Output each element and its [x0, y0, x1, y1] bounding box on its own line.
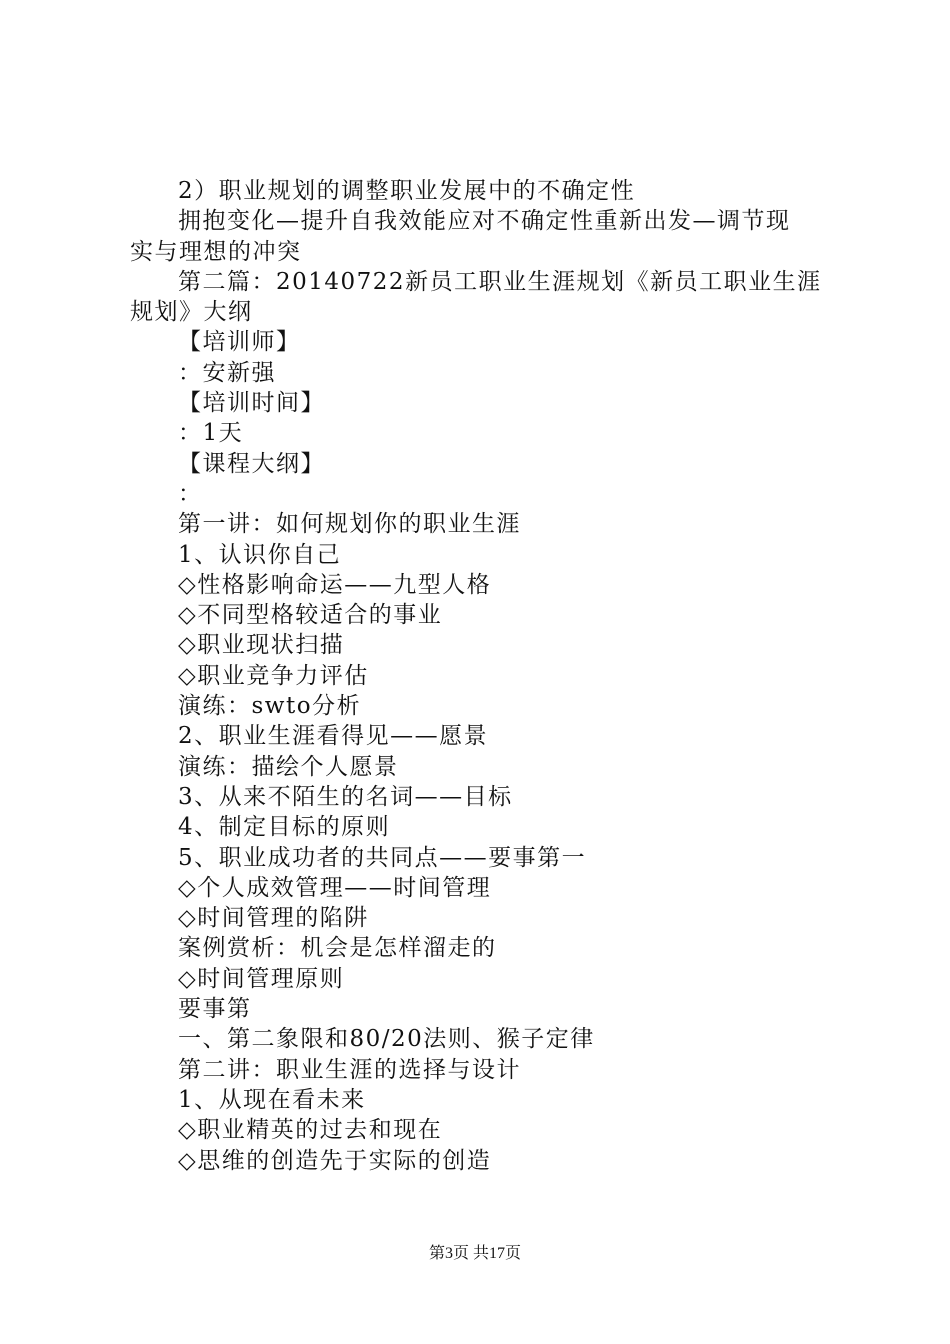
text-line: 演练：描绘个人愿景 [178, 753, 399, 780]
text-line: ：安新强 [178, 359, 276, 386]
text-line: 【培训时间】 [178, 390, 325, 417]
page-footer: 第3页 共17页 [428, 1245, 521, 1262]
text-line: 实与理想的冲突 [130, 238, 302, 265]
text-line: ： [178, 480, 203, 507]
text-line: ◇性格影响命运——九型人格 [178, 571, 492, 598]
text-line: ◇个人成效管理——时间管理 [178, 874, 492, 901]
text-line: 要事第 [178, 996, 252, 1023]
text-line: 【培训师】 [178, 329, 301, 356]
text-line: 2）职业规划的调整职业发展中的不确定性 [178, 178, 636, 204]
text-line: ◇职业精英的过去和现在 [178, 1117, 443, 1144]
text-line: ◇时间管理原则 [178, 965, 345, 992]
text-line: ◇不同型格较适合的事业 [178, 602, 443, 629]
text-line: 1、从现在看未来 [178, 1086, 366, 1113]
text-line: 第二篇：20140722新员工职业生涯规划《新员工职业生涯 [178, 268, 822, 295]
text-line: 第二讲：职业生涯的选择与设计 [178, 1056, 521, 1083]
text-line: 【课程大纲】 [178, 450, 325, 477]
text-line: 4、制定目标的原则 [178, 814, 391, 841]
text-line: 一、第二象限和80/20法则、猴子定律 [178, 1026, 595, 1053]
text-line: ◇职业现状扫描 [178, 632, 345, 659]
text-line: ◇时间管理的陷阱 [178, 905, 369, 932]
text-line: 演练：swto分析 [178, 693, 362, 720]
text-line: 3、从来不陌生的名词——目标 [178, 783, 513, 810]
text-line: 1、认识你自己 [178, 541, 342, 568]
text-line: 案例赏析：机会是怎样溜走的 [178, 935, 497, 962]
text-line: 第一讲：如何规划你的职业生涯 [178, 511, 521, 538]
text-line: ：1天 [178, 420, 244, 447]
text-line: 2、职业生涯看得见——愿景 [178, 723, 489, 750]
text-line: 5、职业成功者的共同点——要事第一 [178, 844, 587, 871]
document-body [130, 176, 840, 1176]
text-line: ◇职业竞争力评估 [178, 662, 369, 689]
text-line: 规划》大纲 [130, 299, 253, 326]
text-line: ◇思维的创造先于实际的创造 [178, 1147, 492, 1174]
text-line: 拥抱变化—提升自我效能应对不确定性重新出发—调节现 [178, 208, 791, 235]
